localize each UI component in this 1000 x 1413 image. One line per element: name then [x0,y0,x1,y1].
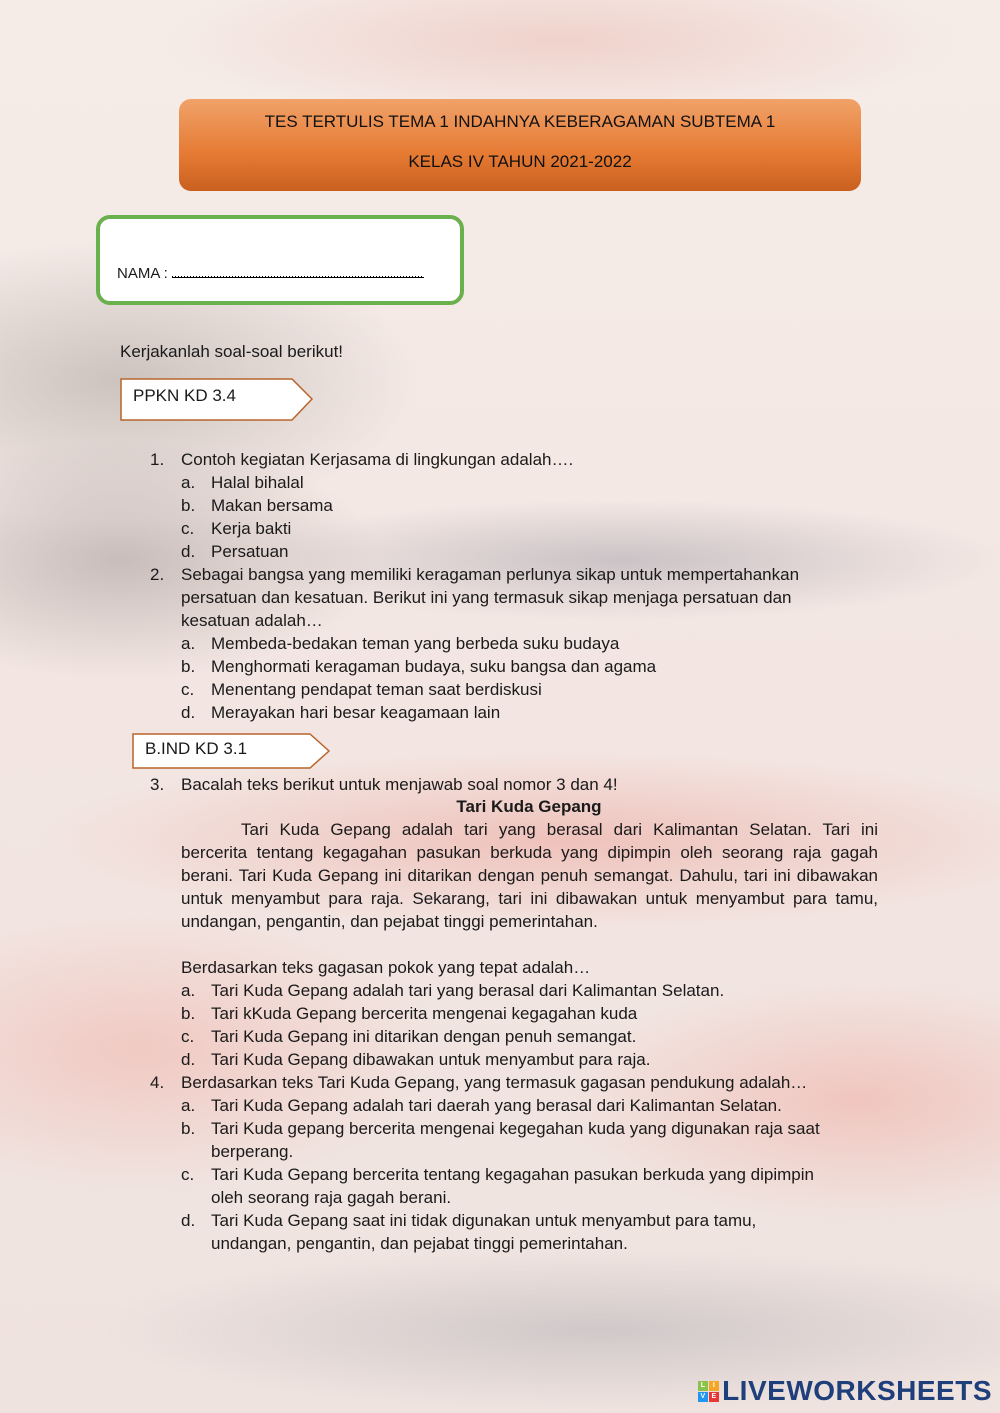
option-letter: a. [181,634,196,653]
option-letter: c. [181,519,195,538]
option-text[interactable]: Tari Kuda Gepang bercerita tentang kegagahan pasukan berkuda yang dipimpin [211,1165,814,1184]
worksheet-title-banner [179,99,861,191]
section-label: PPKN KD 3.4 [133,386,236,405]
logo-text: LIVEWORKSHEETS [722,1375,992,1406]
option-text[interactable]: Tari Kuda Gepang saat ini tidak digunakan untuk menyambut para tamu, [211,1211,757,1230]
option-letter: c. [181,680,195,699]
passage-text: Tari Kuda Gepang adalah tari yang berasal dari Kalimantan Selatan. Tari ini bercerita tentang kegagahan pasukan berkuda yang dipimpin oleh seorang raja gagah berani. Tari Kuda Gepang ini ditarikan dengan penuh semangat. Dahulu, tari ini dibawakan untuk menyambut para raja. Sekarang, tari ini dibawakan untuk menyambut para tamu, undangan, pengantin, dan pejabat tinggi pemerintahan. [181,820,878,931]
option-letter: d. [181,1211,196,1230]
instruction: Kerjakanlah soal-soal berikut! [120,342,344,361]
question-prompt: Berdasarkan teks gagasan pokok yang tepat adalah… [181,958,591,977]
option-letter: d. [181,703,196,722]
option-text[interactable]: undangan, pengantin, dan pejabat tinggi pemerintahan. [211,1234,628,1253]
option-letter: c. [181,1165,195,1184]
section-label: B.IND KD 3.1 [145,739,248,758]
option-letter: d. [181,542,196,561]
option-letter: b. [181,1119,196,1138]
option-text[interactable]: Membeda-bedakan teman yang berbeda suku budaya [211,634,620,653]
option-text[interactable]: oleh seorang raja gagah berani. [211,1188,452,1207]
badge-letter: L [698,1381,708,1391]
option-text[interactable]: Menghormati keragaman budaya, suku bangsa dan agama [211,657,657,676]
option-text[interactable]: Persatuan [211,542,289,561]
option-text[interactable]: Tari Kuda gepang bercerita mengenai kegegahan kuda yang digunakan raja saat [211,1119,820,1138]
name-label: NAMA : [117,265,168,282]
option-text[interactable]: Menentang pendapat teman saat berdiskusi [211,680,542,699]
option-text[interactable]: Tari Kuda Gepang ini ditarikan dengan penuh semangat. [211,1027,637,1046]
option-text[interactable]: Kerja bakti [211,519,292,538]
question-3-options [0,979,1000,1071]
option-letter: a. [181,473,196,492]
liveworksheets-logo [698,1375,992,1407]
badge-letter: E [709,1392,719,1402]
option-text[interactable]: Tari Kuda Gepang adalah tari daerah yang berasal dari Kalimantan Selatan. [211,1096,782,1115]
option-text[interactable]: berperang. [211,1142,294,1161]
question-text: Sebagai bangsa yang memiliki keragaman perlunya sikap untuk mempertahankan [181,565,800,584]
option-text[interactable]: Merayakan hari besar keagamaan lain [211,703,501,722]
passage-title: Tari Kuda Gepang [456,797,602,816]
question-text: Bacalah teks berikut untuk menjawab soal nomor 3 dan 4! [181,775,618,794]
title-line-2: KELAS IV TAHUN 2021-2022 [408,152,632,171]
section-tag-ppkn [120,378,315,421]
question-number: 4. [150,1073,165,1092]
option-letter: b. [181,496,196,515]
question-number: 3. [150,775,165,794]
section-tag-bind [132,733,332,769]
option-letter: a. [181,1096,196,1115]
name-box [96,215,464,305]
option-letter: b. [181,1004,196,1023]
question-number: 1. [150,450,165,469]
question-text: kesatuan adalah… [181,611,323,630]
option-text[interactable]: Makan bersama [211,496,333,515]
question-1-options [0,471,1000,563]
badge-letter: I [709,1381,719,1391]
question-number: 2. [150,565,165,584]
option-text[interactable]: Tari Kuda Gepang adalah tari yang berasal dari Kalimantan Selatan. [211,981,725,1000]
question-text: Contoh kegiatan Kerjasama di lingkungan adalah…. [181,450,574,469]
question-4 [0,1071,1000,1255]
option-text[interactable]: Halal bihalal [211,473,304,492]
option-letter: a. [181,981,196,1000]
option-text[interactable]: Tari Kuda Gepang dibawakan untuk menyambut para raja. [211,1050,651,1069]
question-2 [0,563,1000,723]
option-text[interactable]: Tari kKuda Gepang bercerita mengenai kegagahan kuda [211,1004,638,1023]
question-text: Berdasarkan teks Tari Kuda Gepang, yang termasuk gagasan pendukung adalah… [181,1073,808,1092]
question-text: persatuan dan kesatuan. Berikut ini yang termasuk sikap menjaga persatuan dan [181,588,792,607]
live-badge-icon [698,1381,719,1402]
option-letter: c. [181,1027,195,1046]
option-letter: d. [181,1050,196,1069]
title-line-1: TES TERTULIS TEMA 1 INDAHNYA KEBERAGAMAN SUBTEMA 1 [264,112,776,131]
badge-letter: V [698,1392,708,1402]
option-letter: b. [181,657,196,676]
name-input[interactable] [172,265,424,278]
